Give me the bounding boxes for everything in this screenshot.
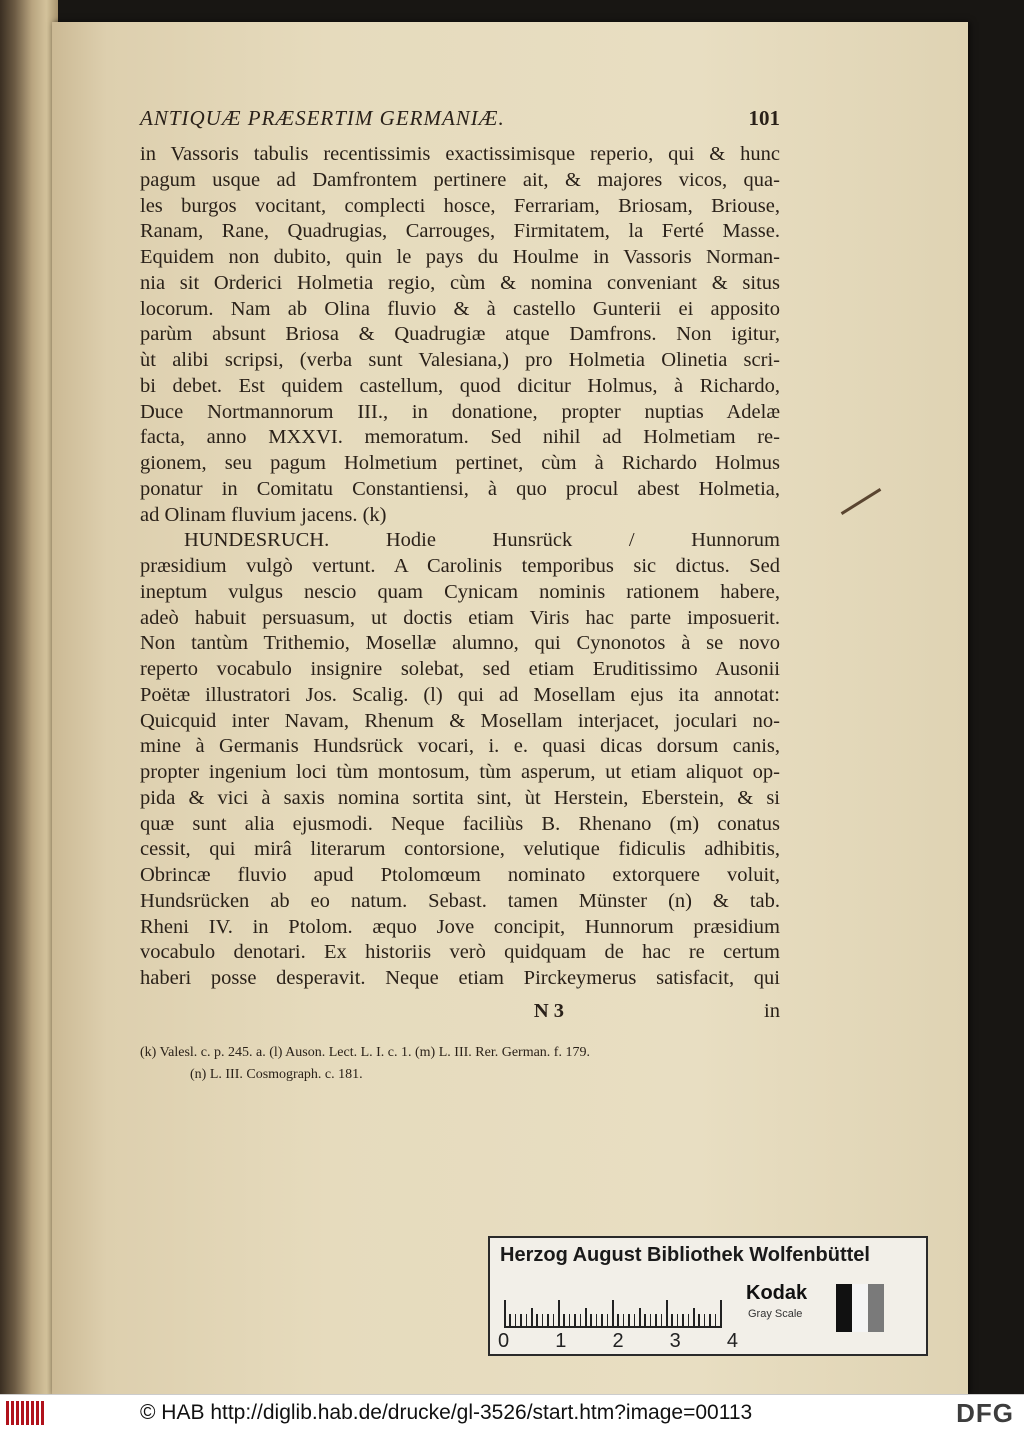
gray-scale-label: Gray Scale bbox=[748, 1308, 803, 1320]
footnote-line: (n) L. III. Cosmograph. c. 181. bbox=[190, 1067, 363, 1082]
ruler-tick bbox=[596, 1314, 598, 1326]
text-line: Equidem non dubito, quin le pays du Houlme in Vassoris Norman- bbox=[140, 246, 780, 268]
ruler-tick bbox=[563, 1314, 565, 1326]
ruler-tick bbox=[526, 1314, 528, 1326]
dfg-logo: DFG bbox=[956, 1398, 1014, 1428]
text-line: Poëtæ illustratori Jos. Scalig. (l) qui ad Mosellam ejus ita annotat: bbox=[140, 683, 780, 706]
text-line: facta, anno MXXVI. memoratum. Sed nihil ad Holmetiam re- bbox=[140, 426, 780, 449]
institution-label: Herzog August Bibliothek Wolfenbüttel bbox=[500, 1244, 870, 1266]
ruler-tick bbox=[655, 1314, 657, 1326]
ruler-tick bbox=[601, 1314, 603, 1326]
signature-line bbox=[140, 996, 780, 1026]
ruler-tick bbox=[693, 1308, 695, 1326]
text-line: Quicquid inter Navam, Rhenum & Mosellam interjacet, joculari no- bbox=[140, 709, 780, 732]
footer-bar bbox=[0, 1394, 1024, 1431]
text-line: bi debet. Est quidem castellum, quod dicitur Holmus, à Richardo, bbox=[140, 374, 780, 397]
ruler-tick bbox=[682, 1314, 684, 1326]
kodak-logo: Kodak bbox=[746, 1282, 808, 1304]
ruler-tick bbox=[585, 1308, 587, 1326]
ruler-tick bbox=[634, 1314, 636, 1326]
scale-numbers bbox=[498, 1330, 738, 1353]
text-line: mine à Germanis Hundsrück vocari, i. e. quasi dicas dorsum canis, bbox=[140, 735, 780, 758]
text-line: ineptum vulgus nescio quam Cynicam nominis rationem habere, bbox=[140, 580, 780, 603]
text-line: HUNDESRUCH. Hodie Hunsrück / Hunnorum bbox=[184, 529, 780, 552]
ruler-tick bbox=[639, 1308, 641, 1326]
ruler-tick bbox=[715, 1314, 717, 1326]
text-line: locorum. Nam ab Olina fluvio & à castello Gunterii ei apposito bbox=[140, 297, 780, 320]
ruler-tick bbox=[531, 1308, 533, 1326]
text-line: gionem, seu pagum Holmetium pertinet, cùm à Richardo Holmus bbox=[140, 452, 780, 474]
ruler-tick bbox=[504, 1300, 506, 1326]
text-line: ponatur in Comitatu Constantiensi, à quo procul abest Holmetia, bbox=[140, 477, 780, 500]
ruler-tick bbox=[515, 1314, 517, 1326]
ruler-tick bbox=[671, 1314, 673, 1326]
text-line: præsidium vulgò vertunt. A Carolinis temporibus sic dictus. Sed bbox=[140, 555, 780, 577]
color-target-card bbox=[488, 1236, 928, 1356]
page-number: 101 bbox=[748, 106, 780, 130]
text-line: pida & vici à saxis nomina sortita sint, ùt Herstein, Eberstein, & si bbox=[140, 786, 780, 809]
body-text bbox=[140, 142, 780, 992]
text-line: pagum usque ad Damfrontem pertinere ait, & majores vicos, qua- bbox=[140, 168, 780, 191]
ruler-tick bbox=[698, 1314, 700, 1326]
catchword: in bbox=[764, 999, 780, 1022]
text-line: quæ sunt alia ejusmodi. Neque faciliùs B. Rhenano (m) conatus bbox=[140, 812, 780, 835]
ruler-tick bbox=[677, 1314, 679, 1326]
ruler-tick bbox=[590, 1314, 592, 1326]
ruler-tick bbox=[720, 1300, 722, 1326]
ruler-tick bbox=[612, 1300, 614, 1326]
ruler-tick bbox=[617, 1314, 619, 1326]
scale-number: 3 bbox=[669, 1330, 681, 1352]
ruler-tick bbox=[661, 1314, 663, 1326]
ruler-tick bbox=[580, 1314, 582, 1326]
text-line: in Vassoris tabulis recentissimis exactissimisque reperio, qui & hunc bbox=[140, 143, 780, 165]
gray-patch-white bbox=[852, 1284, 868, 1332]
gray-patch-mid bbox=[868, 1284, 884, 1332]
hab-barcode-icon bbox=[6, 1401, 44, 1425]
signature-mark: N 3 bbox=[533, 999, 565, 1022]
ruler-tick bbox=[709, 1314, 711, 1326]
running-head-title: ANTIQUÆ PRÆSERTIM GERMANIÆ. bbox=[140, 106, 505, 130]
ruler-tick bbox=[558, 1300, 560, 1326]
book-edge bbox=[0, 0, 58, 1394]
scale-number: 4 bbox=[726, 1330, 738, 1352]
credit-link[interactable]: © HAB http://diglib.hab.de/drucke/gl-3526/start.htm?image=00113 bbox=[140, 1401, 753, 1424]
scale-number: 0 bbox=[498, 1330, 510, 1352]
ruler-tick bbox=[536, 1314, 538, 1326]
text-line: Duce Nortmannorum III., in donatione, propter nuptias Adelæ bbox=[140, 400, 780, 423]
scale-ruler bbox=[498, 1286, 738, 1352]
text-line: les burgos vocitant, complecti hosce, Ferrariam, Briosam, Briouse, bbox=[140, 194, 780, 217]
scale-number: 1 bbox=[555, 1330, 567, 1352]
ruler-tick bbox=[704, 1314, 706, 1326]
ruler-tick bbox=[542, 1314, 544, 1326]
scale-number: 2 bbox=[612, 1330, 624, 1352]
ruler-tick bbox=[628, 1314, 630, 1326]
ruler-tick bbox=[644, 1314, 646, 1326]
text-line: reperto vocabulo insignire solebat, sed etiam Eruditissimo Ausonii bbox=[140, 658, 780, 680]
gray-patch-black bbox=[836, 1284, 852, 1332]
text-line: cessit, qui mirâ literarum contorsione, velutique fidiculis adhibitis, bbox=[140, 838, 780, 861]
ruler-tick bbox=[688, 1314, 690, 1326]
text-line: ad Olinam fluvium jacens. (k) bbox=[140, 503, 387, 526]
footnote-line: (k) Valesl. c. p. 245. a. (l) Auson. Lect. L. I. c. 1. (m) L. III. Rer. German. f. 179. bbox=[140, 1045, 590, 1060]
text-line: vocabulo denotari. Ex historiis verò quidquam de hac re certum bbox=[140, 941, 780, 964]
text-line: ùt alibi scripsi, (verba sunt Valesiana,) pro Holmetia Olinetia scri- bbox=[140, 349, 780, 371]
ruler-tick bbox=[547, 1314, 549, 1326]
text-line: Ranam, Rane, Quadrugias, Carrouges, Firmitatem, la Ferté Masse. bbox=[140, 220, 780, 243]
text-line: adeò habuit persuasum, ut doctis etiam Viris hac parte imposuerit. bbox=[140, 606, 780, 629]
text-line: Hundsrücken ab eo natum. Sebast. tamen Münster (n) & tab. bbox=[140, 889, 780, 912]
running-head bbox=[140, 106, 780, 142]
text-line: Non tantùm Trithemio, Mosellæ alumno, qui Cynonotos à se novo bbox=[140, 632, 780, 655]
ruler-tick bbox=[623, 1314, 625, 1326]
page-text bbox=[140, 106, 780, 1026]
ruler-tick bbox=[520, 1314, 522, 1326]
ruler-tick bbox=[650, 1314, 652, 1326]
ruler-tick bbox=[569, 1314, 571, 1326]
ruler-tick bbox=[574, 1314, 576, 1326]
text-line: Rheni IV. in Ptolom. æquo Jove concipit, Hunnorum præsidium bbox=[140, 915, 780, 938]
ruler-tick bbox=[666, 1300, 668, 1326]
ruler-tick bbox=[553, 1314, 555, 1326]
text-line: propter ingenium loci tùm montosum, tùm asperum, ut etiam aliquot op- bbox=[140, 761, 780, 783]
ruler-tick bbox=[607, 1314, 609, 1326]
text-line: haberi posse desperavit. Neque etiam Pirckeymerus satisfacit, qui bbox=[140, 967, 780, 989]
ruler-tick bbox=[509, 1314, 511, 1326]
text-line: parùm absunt Briosa & Quadrugiæ atque Damfrons. Non igitur, bbox=[140, 323, 780, 346]
text-line: Obrincæ fluvio apud Ptolomœum nominato extorquere voluit, bbox=[140, 864, 780, 886]
footnotes bbox=[140, 1042, 800, 1086]
text-line: nia sit Orderici Holmetia regio, cùm & nomina conveniant & situs bbox=[140, 271, 780, 294]
